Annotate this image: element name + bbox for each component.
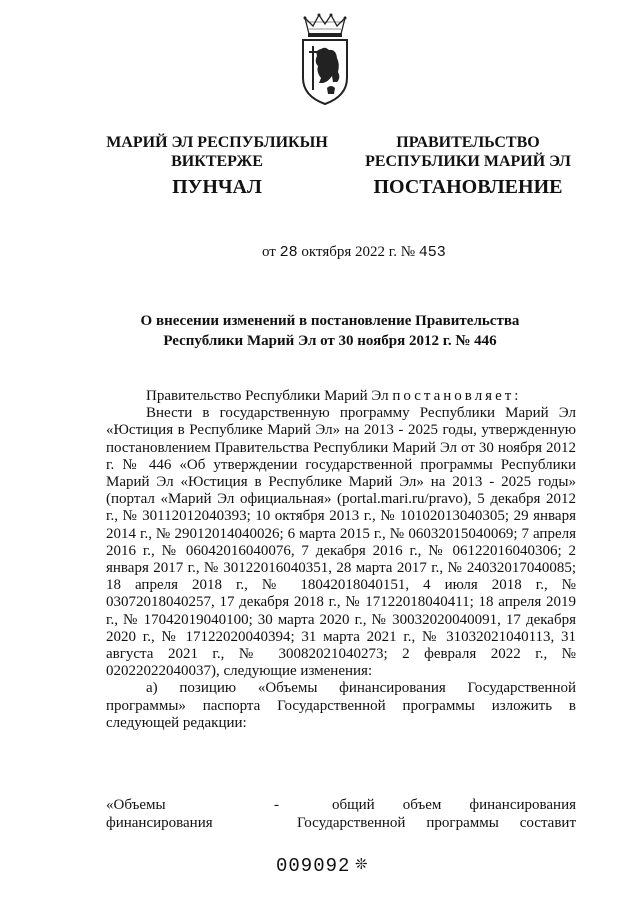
header-left-line1: МАРИЙ ЭЛ РЕСПУБЛИКЫН (106, 134, 328, 151)
header-right-line1: ПРАВИТЕЛЬСТВО (396, 134, 540, 151)
funding-left-line1: «Объемы (106, 797, 166, 813)
decree-title (120, 311, 540, 351)
funding-right-w5: программы (426, 815, 499, 831)
date-day: 28 (279, 244, 298, 261)
funding-left-line2: финансирования (106, 815, 213, 831)
main-paragraph: Внести в государственную программу Республики Марий Эл «Юстиция в Республике Марий Эл» на 2013 - 2025 годы, утвержденную постановлением Правительства Республики Марий Эл от 30 ноября 2012 г. № 446 «Об утверждении государственной программы Республики Марий Эл «Юстиция в Республике Марий Эл» на 2013 - 2025 годы» (портал «Марий Эл официальная» (portal.mari.ru/pravo), 5 декабря 2012 г., № 30112012040393; 10 октября 2013 г., № 10102013040305; 29 января 2014 г., № 29012014040026; 6 марта 2015 г., № 06032015040069; 7 апреля 2016 г., № 06042016040076, 7 декабря 2016 г., № 06122016040306; 2 января 2017 г., № 30122016040351, 28 марта 2017 г., № 24032017040085; 18 апреля 2018 г., № 18042018040151, 4 июля 2018 г., № 03072018040257, 17 декабря 2018 г., № 17122018040411; 18 апреля 2019 г., № 17042019040100; 30 марта 2020 г., № 30032020040091, 17 декабря 2020 г., № 17122020040394; 31 марта 2021 г., № 31032021040113, 31 августа 2021 г., № 30082021040273; 2 февраля 2022 г., № 02022022040037), следующие изменения: (106, 405, 576, 680)
funding-row-line1 (106, 796, 576, 814)
decree-intro (106, 388, 576, 405)
header-right-doc-type: ПОСТАНОВЛЕНИЕ (373, 176, 563, 198)
header-left-line2: ВИКТЕРЖЕ (171, 153, 263, 170)
decree-subject: Правительство Республики Марий Эл (146, 388, 389, 404)
funding-right-w4: Государственной (296, 815, 406, 831)
decree-date-line (262, 244, 446, 261)
decree-body (106, 388, 576, 732)
header-right-line2: РЕСПУБЛИКИ МАРИЙ ЭЛ (365, 153, 571, 170)
date-prefix: от (262, 244, 276, 260)
title-line1: О внесении изменений в постановление Правительства (140, 313, 520, 329)
coat-of-arms-icon (295, 12, 355, 107)
funding-dash: - (273, 797, 279, 813)
form-serial-number: 009092 (276, 855, 351, 877)
title-line2: Республики Марий Эл от 30 ноября 2012 г. № 446 (163, 333, 497, 349)
header-left-doc-type: ПУНЧАЛ (172, 176, 262, 198)
funding-right-w2: объем (402, 797, 442, 813)
date-month-year: октября 2022 г. № (301, 244, 416, 260)
funding-right-w1: общий (331, 797, 375, 813)
funding-right-w6: составит (519, 815, 576, 831)
funding-volumes-row (106, 796, 576, 832)
funding-right-w3: финансирования (469, 797, 576, 813)
item-a-paragraph: а) позицию «Объемы финансирования Государственной программы» паспорта Государственной программы изложить в следующей редакции: (106, 680, 576, 731)
decree-verb: постановляет: (392, 388, 522, 404)
serial-mark-icon: ❊ (355, 857, 368, 873)
decree-number: 453 (418, 244, 446, 261)
funding-row-line2 (106, 814, 576, 832)
